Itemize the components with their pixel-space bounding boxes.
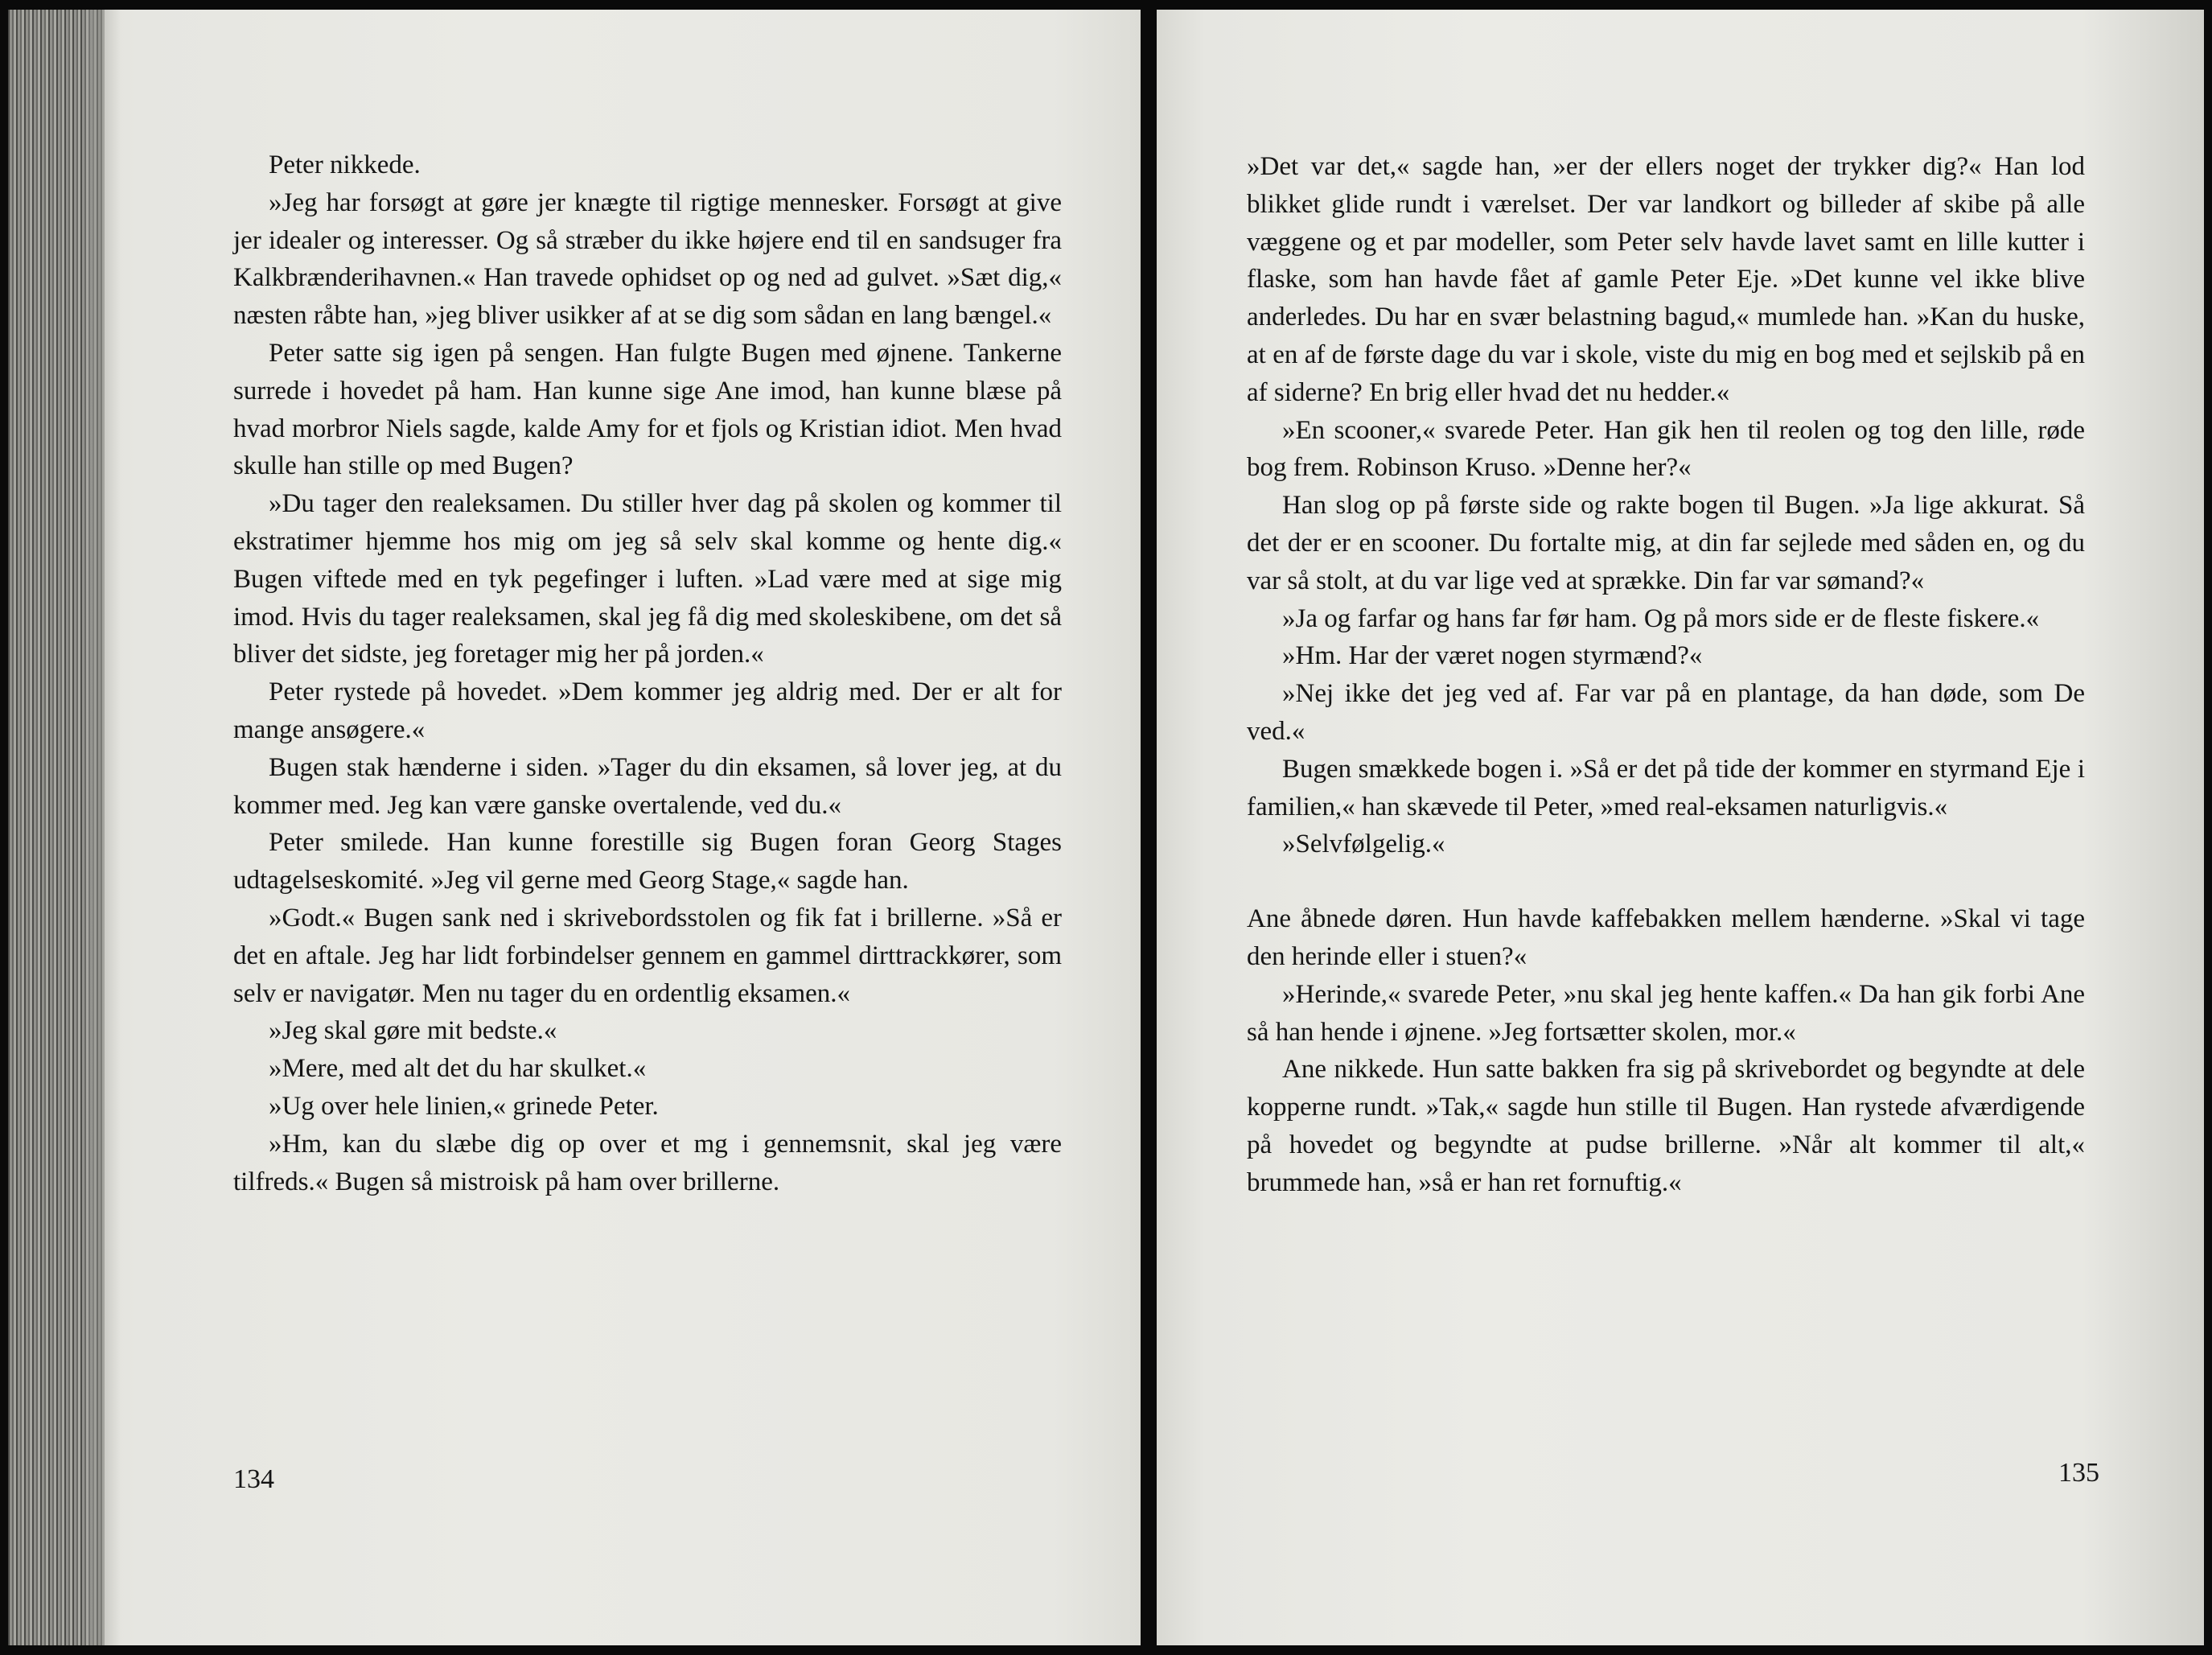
right-paragraph-10: »Herinde,« svarede Peter, »nu skal jeg hente kaffen.« Da han gik forbi Ane så han hende i øjnene. »Jeg fortsætter skolen, mor.«	[1247, 979, 2085, 1047]
left-paragraph-10: »Mere, med alt det du har skulket.«	[269, 1054, 647, 1084]
left-paragraph-4: »Du tager den realeksamen. Du stiller hver dag på skolen og kommer til ekstratimer hjemme hos mig om jeg så selv skal komme og hente dig.« Bugen viftede med en tyk pegefinger i luften. »Lad være med at sige mig imod. Hvis du tager realeksamen, skal jeg få dig med skoleskibene, om det så bliver det sidste, jeg foretager mig her på jorden.«	[233, 489, 1062, 669]
left-paragraph-8: »Godt.« Bugen sank ned i skrivebordsstolen og fik fat i brillerne. »Så er det en aftale. Jeg har lidt forbindelser gennem en gammel dirttrackkører, som selv er navigatør. Men nu tager du en ordentlig eksamen.«	[233, 903, 1062, 1008]
right-paragraph-3: Han slog op på første side og rakte bogen til Bugen. »Ja lige akkurat. Så det der er en scooner. Du fortalte mig, at din far sejlede med såden en, og du var så stolt, at du var lige ved at sprække. Din far var sømand?«	[1247, 491, 2085, 595]
right-paragraph-5: »Hm. Har der været nogen styrmænd?«	[1282, 641, 1703, 671]
right-paragraph-7: Bugen smækkede bogen i. »Så er det på tide der kommer en styrmand Eje i familien,« han skævede til Peter, »med real-eksamen naturligvis.«	[1247, 754, 2085, 821]
left-paragraph-11: »Ug over hele linien,« grinede Peter.	[269, 1091, 659, 1121]
page-number: 134	[233, 1464, 274, 1494]
right-paragraph-8: »Selvfølgelig.«	[1282, 830, 1445, 859]
section-break	[1247, 863, 2085, 900]
left-paragraph-9: »Jeg skal gøre mit bedste.«	[269, 1016, 557, 1046]
left-paragraph-3: Peter satte sig igen på sengen. Han fulgte Bugen med øjnene. Tankerne surrede i hovedet på ham. Han kunne sige Ane imod, han kunne blæse på hvad morbror Niels sagde, kalde Amy for et fjols og Kristian idiot. Men hvad skulle han stille op med Bugen?	[233, 338, 1062, 481]
right-paragraph-1: »Det var det,« sagde han, »er der ellers noget der trykker dig?« Han lod blikket glide rundt i værelset. Der var landkort og billeder af skibe på alle væggene og et par modeller, som Peter selv havde lavet samt en lille kutter i flaske, som han havde fået af gamle Peter Eje. »Det kunne vel ikke blive anderledes. Du har en svær belastning bagud,« mumlede han. »Kan du huske, at en af de første dage du var i skole, viste du mig en bog med et sejlskib på en af siderne? En brig eller hvad det nu hedder.«	[1247, 152, 2085, 407]
right-paragraph-9: Ane åbnede døren. Hun havde kaffebakken mellem hænderne. »Skal vi tage den herinde eller i stuen?«	[1247, 904, 2085, 971]
left-page-text	[233, 146, 1062, 1200]
right-page	[1157, 10, 2204, 1645]
page-number: 135	[2058, 1458, 2099, 1488]
left-paragraph-5: Peter rystede på hovedet. »Dem kommer jeg aldrig med. Der er alt for mange ansøgere.«	[233, 677, 1062, 744]
left-paragraph-6: Bugen stak hænderne i siden. »Tager du din eksamen, så lover jeg, at du kommer med. Jeg kan være ganske overtalende, ved du.«	[233, 752, 1062, 820]
left-paragraph-7: Peter smilede. Han kunne forestille sig Bugen foran Georg Stages udtagelseskomité. »Jeg vil gerne med Georg Stage,« sagde han.	[233, 828, 1062, 895]
page-edges-shadow	[88, 10, 121, 1645]
left-paragraph-2: »Jeg har forsøgt at gøre jer knægte til rigtige mennesker. Forsøgt at give jer idealer og interesser. Og så stræber du ikke højere end til en sandsuger fra Kalkbrænderihavnen.« Han travede ophidset op og ned ad gulvet. »Sæt dig,« næsten råbte han, »jeg bliver usikker af at se dig som sådan en lang bængel.«	[233, 187, 1062, 331]
right-paragraph-2: »En scooner,« svarede Peter. Han gik hen til reolen og tog den lille, røde bog frem. Robinson Kruso. »Denne her?«	[1247, 415, 2085, 483]
left-paragraph-12: »Hm, kan du slæbe dig op over et mg i gennemsnit, skal jeg være tilfreds.« Bugen så mistroisk på ham over brillerne.	[233, 1129, 1062, 1196]
left-paragraph-1: Peter nikkede.	[269, 150, 421, 179]
left-page	[8, 10, 1141, 1645]
right-page-text	[1247, 148, 2085, 1202]
right-paragraph-11: Ane nikkede. Hun satte bakken fra sig på skrivebordet og begyndte at dele kopperne rundt. »Tak,« sagde hun stille til Bugen. Han rystede afværdigende på hovedet og begyndte at pudse brillerne. »Når alt kommer til alt,« brummede han, »så er han ret fornuftig.«	[1247, 1055, 2085, 1197]
right-paragraph-6: »Nej ikke det jeg ved af. Far var på en plantage, da han døde, som De ved.«	[1247, 679, 2085, 746]
right-paragraph-4: »Ja og farfar og hans far før ham. Og på mors side er de fleste fiskere.«	[1282, 603, 2040, 633]
